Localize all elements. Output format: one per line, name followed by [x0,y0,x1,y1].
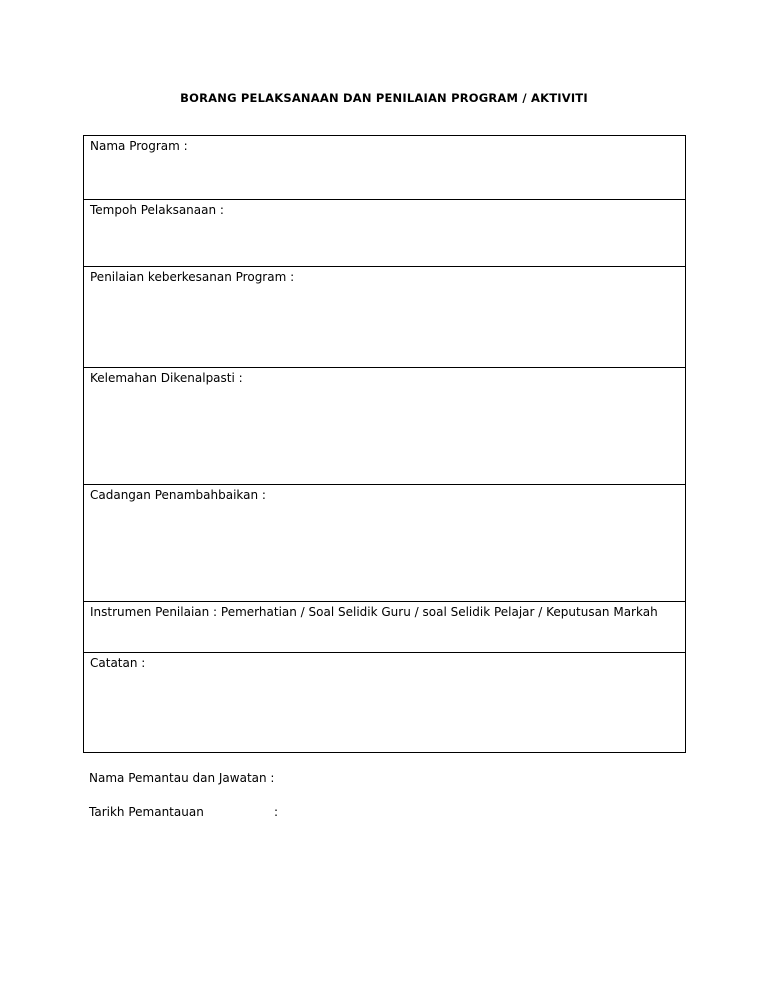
monitoring-date-line [89,805,204,819]
monitoring-date-colon: : [274,805,279,819]
program-name-label: Nama Program : [90,139,188,153]
evaluation-form-table [83,135,686,753]
row-identified-weaknesses[interactable] [84,368,685,485]
row-evaluation-instrument [84,602,685,653]
identified-weaknesses-label: Kelemahan Dikenalpasti : [90,371,243,385]
program-effectiveness-label: Penilaian keberkesanan Program : [90,270,295,284]
implementation-period-label: Tempoh Pelaksanaan : [90,203,224,217]
improvement-suggestions-label: Cadangan Penambahbaikan : [90,488,266,502]
monitor-name-position-label: Nama Pemantau dan Jawatan : [89,771,275,785]
row-improvement-suggestions[interactable] [84,485,685,602]
row-implementation-period[interactable] [84,200,685,267]
evaluation-instrument-label: Instrumen Penilaian : Pemerhatian / Soal Selidik Guru / soal Selidik Pelajar / Keputusan Markah [90,605,658,619]
row-program-effectiveness[interactable] [84,267,685,368]
monitoring-date-label: Tarikh Pemantauan [89,805,204,819]
form-title: BORANG PELAKSANAAN DAN PENILAIAN PROGRAM / AKTIVITI [180,91,588,105]
notes-label: Catatan : [90,656,146,670]
row-program-name[interactable] [84,136,685,200]
row-notes[interactable] [84,653,685,753]
